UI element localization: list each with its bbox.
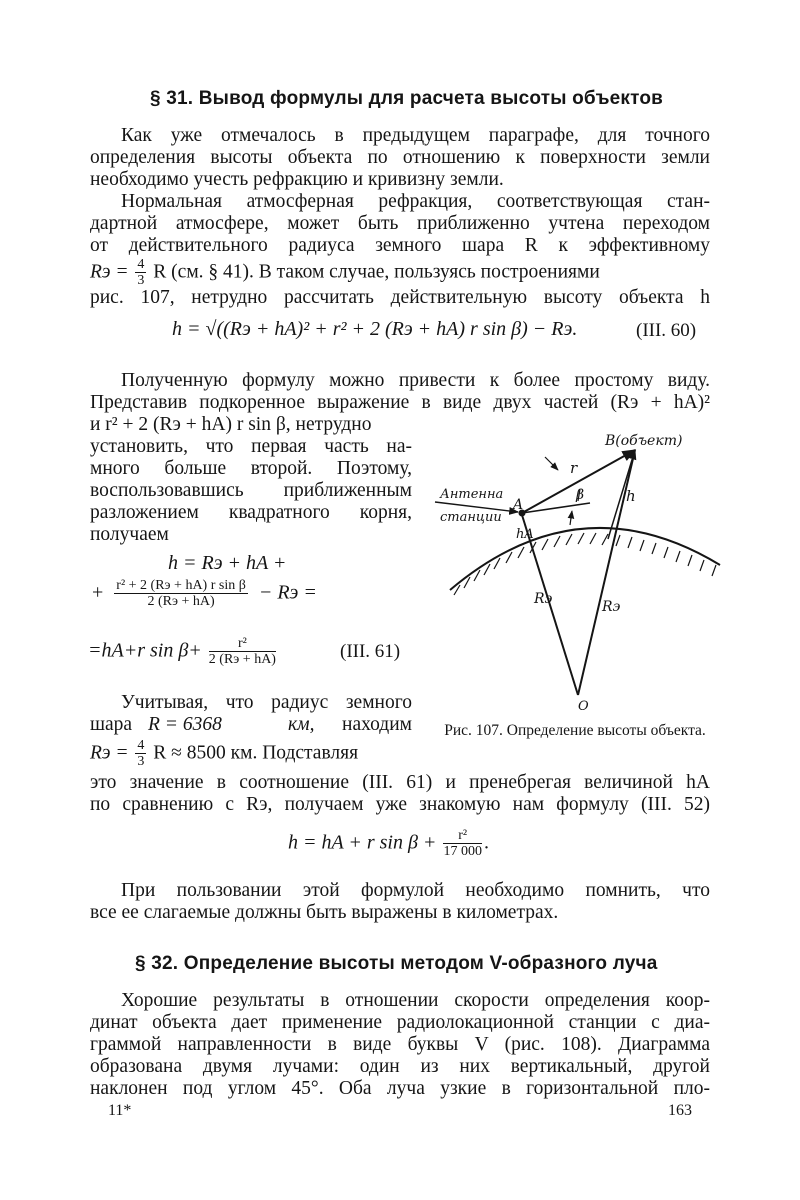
r-e-label: Rэ =: [90, 261, 129, 283]
paragraph-line: Хорошие результаты в отношении скорости определения коор-: [121, 990, 710, 1011]
equation-final: [288, 828, 489, 860]
fraction-numerator: r²: [443, 828, 482, 844]
fraction-denominator: 2 (Rэ + hA): [147, 594, 215, 609]
earth-radius-value: R = 6368: [148, 714, 222, 735]
paragraph-line: наклонен под углом 45°. Оба луча узкие в горизонтальной пло-: [90, 1078, 710, 1099]
paragraph-text: R (см. § 41). В таком случае, пользуясь построениями: [153, 261, 600, 283]
label-h: h: [626, 487, 636, 505]
label-antenna-2: станции: [440, 510, 502, 525]
word: находим: [342, 714, 412, 735]
paragraph-line: много больше второй. Поэтому,: [90, 458, 412, 479]
equation-60-body: h = √((Rэ + hA)² + r² + 2 (Rэ + hA) r sin β) − Rэ.: [172, 318, 578, 340]
equation-61-line-1: [168, 552, 286, 575]
equation-final-fraction: [443, 828, 482, 860]
paragraph-line: это значение в соотношение (III. 61) и пренебрегая величиной hA: [90, 772, 710, 793]
paragraph-text: R ≈ 8500 км. Подставляя: [153, 742, 359, 764]
fraction-denominator: 17 000: [443, 844, 482, 859]
paragraph-line: Полученную формулу можно привести к более простому виду.: [121, 370, 710, 391]
equation-61-line-3-text: =hA+r sin β+: [88, 639, 202, 662]
label-beta: β: [576, 487, 585, 503]
equation-61-line-3: [88, 636, 278, 668]
label-a: A: [513, 497, 524, 513]
figure-107-diagram: [430, 425, 730, 715]
paragraph-line: дартной атмосфере, может быть приближенно учтена переходом: [90, 213, 710, 234]
label-o: O: [578, 699, 589, 714]
fraction-4-3: [135, 738, 146, 770]
equation-61-line-3-fraction: [209, 636, 276, 668]
earth-surface-arc: [450, 528, 720, 590]
paragraph-line: граммой направленности в виде буквы V (рис. 108). Диаграмма: [90, 1034, 710, 1055]
fraction-numerator: 4: [137, 738, 145, 753]
label-r-e-2: Rэ: [602, 599, 621, 615]
fraction-numerator: r²: [209, 636, 276, 652]
fraction-4-3: [135, 257, 146, 289]
fraction-denominator: 3: [137, 754, 145, 769]
label-object: B(объект): [605, 433, 683, 449]
fraction-denominator: 2 (Rэ + hA): [208, 652, 276, 667]
label-ha: hA: [516, 527, 534, 542]
fraction-numerator: r² + 2 (Rэ + hA) r sin β: [116, 578, 246, 593]
label-r: r: [570, 459, 578, 477]
paragraph-line: по сравнению с Rэ, получаем уже знакомую нам формулу (III. 52): [90, 794, 710, 815]
word: шара: [90, 714, 133, 735]
section-31-title: § 31. Вывод формулы для расчета высоты объектов: [150, 88, 664, 109]
paragraph-line: необходимо учесть рефракцию и кривизну земли.: [90, 169, 504, 190]
paragraph-line: и r² + 2 (Rэ + hA) r sin β, нетрудно: [90, 414, 372, 435]
equation-final-text: h = hA + r sin β +: [288, 831, 437, 854]
r-pointer: [545, 457, 558, 470]
paragraph-line: Представив подкоренное выражение в виде двух частей (Rэ + hA)²: [90, 392, 710, 413]
plus-sign: +: [92, 581, 104, 604]
paragraph-line-with-fraction: [90, 257, 710, 289]
paragraph-line: определения высоты объекта по отношению к поверхности земли: [90, 147, 710, 168]
r-e-label: Rэ =: [90, 742, 129, 764]
page-number: 163: [668, 1102, 692, 1119]
paragraph-line: воспользовавшись приближенным: [90, 480, 412, 501]
paragraph-line: установить, что первая часть на-: [90, 436, 412, 457]
paragraph-line: Нормальная атмосферная рефракция, соответствующая стан-: [121, 191, 710, 212]
paragraph-line: Как уже отмечалось в предыдущем параграфе, для точного: [121, 125, 710, 146]
unit-km: км,: [288, 714, 315, 735]
equation-60-number: (III. 60): [636, 320, 697, 341]
fraction-denominator: 3: [137, 273, 145, 288]
equation-61-line-2: [92, 578, 317, 610]
label-r-e-1: Rэ: [534, 591, 553, 607]
paragraph-line: динат объекта дает применение радиолокационной станции с диа-: [90, 1012, 710, 1033]
printer-signature: 11*: [108, 1102, 132, 1119]
paragraph-line: рис. 107, нетрудно рассчитать действительную высоту объекта h: [90, 287, 710, 308]
section-32-title: § 32. Определение высоты методом V-образного луча: [135, 953, 658, 974]
paragraph-line: При пользовании этой формулой необходимо помнить, что: [121, 880, 710, 901]
fraction-numerator: 4: [137, 257, 145, 272]
equation-61-fraction: [114, 578, 248, 610]
paragraph-line: образована двумя лучами: один из них вертикальный, другой: [90, 1056, 710, 1077]
beta-pointer: [570, 511, 572, 525]
paragraph-line: получаем: [90, 524, 169, 545]
paragraph-line: все ее слагаемые должны быть выражены в километрах.: [90, 902, 559, 923]
paragraph-line: от действительного радиуса земного шара R к эффективному: [90, 235, 710, 256]
paragraph-line: Учитывая, что радиус земного: [121, 692, 412, 713]
label-antenna-1: Антенна: [440, 487, 504, 502]
period: .: [483, 831, 489, 854]
paragraph-line: [90, 714, 412, 736]
equation-60: [172, 318, 577, 341]
paragraph-line-with-fraction: [90, 738, 358, 770]
equation-61-number: (III. 61): [340, 641, 401, 662]
figure-107-caption: Рис. 107. Определение высоты объекта.: [444, 722, 706, 739]
paragraph-line: разложением квадратного корня,: [90, 502, 412, 523]
equation-61-line-1-text: h = Rэ + hA +: [168, 552, 287, 574]
minus-r-e: − Rэ =: [258, 581, 317, 604]
